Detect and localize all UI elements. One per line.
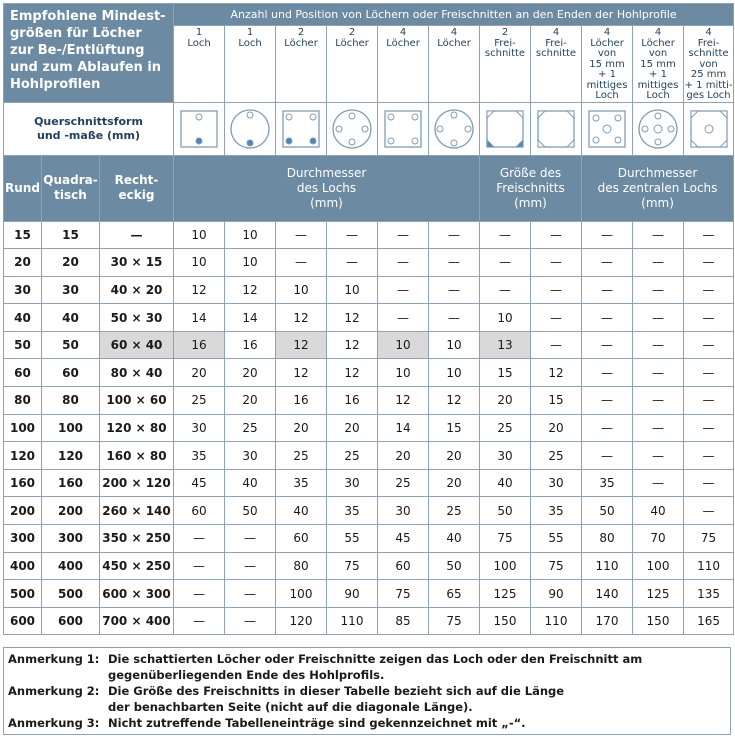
table-cell: 35 xyxy=(582,469,633,497)
table-cell: 15 xyxy=(429,414,480,442)
table-cell: — xyxy=(480,276,531,304)
table-cell: 25 xyxy=(378,469,429,497)
table-cell: 25 xyxy=(480,414,531,442)
table-cell: 12 xyxy=(327,331,378,359)
table-cell: 50 xyxy=(225,497,276,525)
quadratisch-size: 50 xyxy=(42,331,100,359)
quadratisch-size: 500 xyxy=(42,580,100,608)
table-cell: 16 xyxy=(225,331,276,359)
col-header-rechteckig: Recht- eckig xyxy=(100,155,174,221)
table-cell: 120 xyxy=(276,607,327,635)
quadratisch-size: 20 xyxy=(42,249,100,277)
table-row xyxy=(4,387,734,415)
square-four-corner-cutouts-icon xyxy=(531,102,582,155)
table-cell: 40 xyxy=(276,497,327,525)
note-text: Die schattierten Löcher oder Freischnitte zeigen das Loch oder den Freischnitt am gegenüberliegenden Ende des Hohlprofils. xyxy=(108,652,643,683)
table-cell: 30 xyxy=(378,497,429,525)
table-cell: 20 xyxy=(480,387,531,415)
table-cell: — xyxy=(633,221,684,249)
table-cell: — xyxy=(480,221,531,249)
table-cell: — xyxy=(327,221,378,249)
table-row xyxy=(4,331,734,359)
rund-size: 100 xyxy=(4,414,42,442)
table-cell: 14 xyxy=(174,304,225,332)
table-cell: 16 xyxy=(327,387,378,415)
top-header: Anzahl und Position von Löchern oder Freischnitten an den Enden der Hohlprofile xyxy=(174,4,734,26)
table-cell: — xyxy=(684,414,734,442)
table-row xyxy=(4,525,734,553)
table-cell: 75 xyxy=(378,580,429,608)
table-cell: — xyxy=(633,331,684,359)
table-cell: 75 xyxy=(684,525,734,553)
table-cell: 85 xyxy=(378,607,429,635)
table-cell: — xyxy=(633,276,684,304)
table-cell: 10 xyxy=(174,249,225,277)
table-cell: 20 xyxy=(531,414,582,442)
table-title: Empfohlene Mindest- größen für Löcher zur Be-/Entlüftung und zum Ablaufen in Hohlprofilen xyxy=(10,9,166,92)
table-cell: — xyxy=(378,249,429,277)
table-cell: — xyxy=(531,304,582,332)
table-cell: 12 xyxy=(429,387,480,415)
hole-count-label: 4 Löcher xyxy=(378,26,429,103)
table-cell: 75 xyxy=(480,525,531,553)
cross-section-subtitle: Querschnittsform und -maße (mm) xyxy=(4,102,174,155)
quadratisch-size: 600 xyxy=(42,607,100,635)
table-cell: — xyxy=(633,304,684,332)
table-cell: 35 xyxy=(174,442,225,470)
table-cell: 30 xyxy=(174,414,225,442)
table-cell: 50 xyxy=(582,497,633,525)
rund-size: 500 xyxy=(4,580,42,608)
table-cell: — xyxy=(225,607,276,635)
table-cell: 65 xyxy=(429,580,480,608)
rechteckig-size: 450 × 250 xyxy=(100,552,174,580)
table-row xyxy=(4,304,734,332)
hole-count-label: 1 Loch xyxy=(225,26,276,103)
rund-size: 50 xyxy=(4,331,42,359)
table-cell: — xyxy=(582,387,633,415)
table-cell: — xyxy=(582,331,633,359)
quadratisch-size: 40 xyxy=(42,304,100,332)
circle-four-holes-center-icon xyxy=(633,102,684,155)
table-cell: 60 xyxy=(174,497,225,525)
note-item xyxy=(8,683,726,715)
rund-size: 200 xyxy=(4,497,42,525)
table-cell: 12 xyxy=(174,276,225,304)
rund-size: 160 xyxy=(4,469,42,497)
table-cell: 125 xyxy=(633,580,684,608)
table-cell: 10 xyxy=(378,359,429,387)
rechteckig-size: 700 × 400 xyxy=(100,607,174,635)
table-cell: — xyxy=(633,414,684,442)
table-cell: — xyxy=(531,221,582,249)
table-cell: 12 xyxy=(225,276,276,304)
note-item xyxy=(8,651,726,683)
square-four-holes-center-icon xyxy=(582,102,633,155)
table-cell: — xyxy=(531,276,582,304)
table-cell: 10 xyxy=(225,249,276,277)
hole-size-table-document xyxy=(3,3,733,735)
table-cell: 10 xyxy=(276,276,327,304)
table-body xyxy=(4,221,734,635)
note-text: Die Größe des Freischnitts in dieser Tabelle bezieht sich auf die Länge der benachbarten Seite (nicht auf die diagonale Länge). xyxy=(108,684,565,715)
hole-count-label: 4 Löcher von 15 mm + 1 mittiges Loch xyxy=(582,26,633,103)
table-cell: 40 xyxy=(633,497,684,525)
table-cell: 35 xyxy=(531,497,582,525)
table-cell: — xyxy=(582,359,633,387)
table-row xyxy=(4,249,734,277)
rechteckig-size: 200 × 120 xyxy=(100,469,174,497)
table-cell: 140 xyxy=(582,580,633,608)
hole-count-label: 2 Löcher xyxy=(276,26,327,103)
table-cell: — xyxy=(684,276,734,304)
circle-four-holes-icon xyxy=(429,102,480,155)
rechteckig-size: 160 × 80 xyxy=(100,442,174,470)
table-cell: 55 xyxy=(327,525,378,553)
note-text: Nicht zutreffende Tabelleneinträge sind gekennzeichnet mit „-“. xyxy=(108,716,526,731)
rund-size: 30 xyxy=(4,276,42,304)
table-cell: 12 xyxy=(276,304,327,332)
rechteckig-size: 50 × 30 xyxy=(100,304,174,332)
table-cell: 45 xyxy=(378,525,429,553)
note-label: Anmerkung 1: xyxy=(8,652,100,667)
quadratisch-size: 200 xyxy=(42,497,100,525)
table-cell: 80 xyxy=(582,525,633,553)
rechteckig-size: 30 × 15 xyxy=(100,249,174,277)
table-cell: 150 xyxy=(633,607,684,635)
table-cell: — xyxy=(582,414,633,442)
table-cell: 13 xyxy=(480,331,531,359)
table-cell: — xyxy=(225,580,276,608)
rund-size: 15 xyxy=(4,221,42,249)
table-cell: — xyxy=(684,304,734,332)
table-row xyxy=(4,359,734,387)
table-cell: 20 xyxy=(225,359,276,387)
rund-size: 120 xyxy=(4,442,42,470)
table-cell: — xyxy=(276,249,327,277)
hole-count-label: 4 Löcher xyxy=(429,26,480,103)
table-cell: 10 xyxy=(378,331,429,359)
table-cell: 25 xyxy=(276,442,327,470)
table-cell: 10 xyxy=(429,359,480,387)
table-cell: 40 xyxy=(480,469,531,497)
quadratisch-size: 15 xyxy=(42,221,100,249)
table-cell: 12 xyxy=(327,304,378,332)
table-row xyxy=(4,276,734,304)
table-title-cell xyxy=(4,4,174,103)
table-row xyxy=(4,580,734,608)
table-cell: — xyxy=(582,249,633,277)
table-cell: — xyxy=(633,442,684,470)
table-cell: — xyxy=(684,359,734,387)
table-cell: 50 xyxy=(480,497,531,525)
table-cell: 30 xyxy=(480,442,531,470)
table-cell: 20 xyxy=(378,442,429,470)
table-cell: — xyxy=(225,552,276,580)
table-cell: — xyxy=(633,249,684,277)
rechteckig-size: 260 × 140 xyxy=(100,497,174,525)
table-cell: — xyxy=(633,387,684,415)
table-row xyxy=(4,607,734,635)
table-cell: 30 xyxy=(531,469,582,497)
quadratisch-size: 80 xyxy=(42,387,100,415)
table-cell: 40 xyxy=(429,525,480,553)
group-header-durchmesser-zentral: Durchmesser des zentralen Lochs (mm) xyxy=(582,155,734,221)
table-cell: 35 xyxy=(327,497,378,525)
table-cell: — xyxy=(582,442,633,470)
table-cell: — xyxy=(684,387,734,415)
quadratisch-size: 30 xyxy=(42,276,100,304)
hole-count-label: 2 Löcher xyxy=(327,26,378,103)
note-label: Anmerkung 3: xyxy=(8,716,100,731)
square-four-corner-holes-icon xyxy=(378,102,429,155)
quadratisch-size: 400 xyxy=(42,552,100,580)
table-cell: 20 xyxy=(429,469,480,497)
table-cell: — xyxy=(531,249,582,277)
table-cell: 12 xyxy=(276,359,327,387)
table-cell: — xyxy=(633,359,684,387)
hole-count-label: 4 Frei- schnitte xyxy=(531,26,582,103)
table-cell: 100 xyxy=(276,580,327,608)
rund-size: 300 xyxy=(4,525,42,553)
table-row xyxy=(4,497,734,525)
square-one-corner-hole-icon xyxy=(174,102,225,155)
table-cell: 10 xyxy=(480,304,531,332)
table-cell: 125 xyxy=(480,580,531,608)
table-cell: 75 xyxy=(429,607,480,635)
table-cell: 12 xyxy=(327,359,378,387)
group-header-durchmesser-loch: Durchmesser des Lochs (mm) xyxy=(174,155,480,221)
table-cell: 35 xyxy=(276,469,327,497)
rechteckig-size: 600 × 300 xyxy=(100,580,174,608)
table-cell: 90 xyxy=(327,580,378,608)
table-cell: 90 xyxy=(531,580,582,608)
table-cell: 16 xyxy=(276,387,327,415)
table-cell: 110 xyxy=(684,552,734,580)
table-cell: — xyxy=(480,249,531,277)
col-header-quadratisch: Quadra- tisch xyxy=(42,155,100,221)
table-cell: 110 xyxy=(531,607,582,635)
table-cell: — xyxy=(429,276,480,304)
table-row xyxy=(4,469,734,497)
rechteckig-size: 80 × 40 xyxy=(100,359,174,387)
table-cell: — xyxy=(633,469,684,497)
table-cell: — xyxy=(378,276,429,304)
table-cell: 170 xyxy=(582,607,633,635)
rund-size: 40 xyxy=(4,304,42,332)
table-cell: 80 xyxy=(276,552,327,580)
table-cell: 25 xyxy=(174,387,225,415)
table-cell: 25 xyxy=(429,497,480,525)
square-two-corner-cutouts-icon xyxy=(480,102,531,155)
table-cell: 14 xyxy=(378,414,429,442)
table-cell: 12 xyxy=(531,359,582,387)
table-cell: — xyxy=(174,607,225,635)
table-cell: 10 xyxy=(429,331,480,359)
square-four-cutouts-center-icon xyxy=(684,102,734,155)
table-cell: — xyxy=(429,221,480,249)
table-cell: 10 xyxy=(174,221,225,249)
col-header-rund: Rund xyxy=(4,155,42,221)
table-cell: — xyxy=(429,304,480,332)
table-row xyxy=(4,552,734,580)
hole-size-table xyxy=(3,3,734,635)
hole-count-label: 1 Loch xyxy=(174,26,225,103)
table-cell: — xyxy=(225,525,276,553)
table-row xyxy=(4,414,734,442)
table-cell: — xyxy=(684,221,734,249)
table-cell: 12 xyxy=(378,387,429,415)
table-cell: 100 xyxy=(480,552,531,580)
quadratisch-size: 60 xyxy=(42,359,100,387)
table-cell: — xyxy=(684,469,734,497)
table-cell: 165 xyxy=(684,607,734,635)
table-cell: 75 xyxy=(531,552,582,580)
table-cell: — xyxy=(276,221,327,249)
rund-size: 600 xyxy=(4,607,42,635)
square-two-corner-holes-icon xyxy=(276,102,327,155)
quadratisch-size: 120 xyxy=(42,442,100,470)
table-cell: 60 xyxy=(276,525,327,553)
table-cell: 20 xyxy=(327,414,378,442)
quadratisch-size: 300 xyxy=(42,525,100,553)
table-cell: 20 xyxy=(174,359,225,387)
table-cell: 70 xyxy=(633,525,684,553)
table-cell: 20 xyxy=(276,414,327,442)
table-cell: 50 xyxy=(429,552,480,580)
table-cell: 135 xyxy=(684,580,734,608)
table-cell: — xyxy=(684,331,734,359)
table-row xyxy=(4,221,734,249)
table-cell: 15 xyxy=(531,387,582,415)
table-cell: 10 xyxy=(327,276,378,304)
table-cell: — xyxy=(174,552,225,580)
table-cell: 110 xyxy=(582,552,633,580)
table-cell: 55 xyxy=(531,525,582,553)
table-cell: — xyxy=(684,249,734,277)
rechteckig-size: 350 × 250 xyxy=(100,525,174,553)
table-cell: — xyxy=(684,497,734,525)
table-cell: 14 xyxy=(225,304,276,332)
table-cell: 10 xyxy=(225,221,276,249)
circle-two-holes-icon xyxy=(327,102,378,155)
table-cell: 150 xyxy=(480,607,531,635)
table-cell: 16 xyxy=(174,331,225,359)
rund-size: 60 xyxy=(4,359,42,387)
table-cell: 110 xyxy=(327,607,378,635)
table-cell: 20 xyxy=(225,387,276,415)
table-cell: — xyxy=(531,331,582,359)
hole-count-label: 4 Frei- schnitte von 25 mm + 1 mitti- ges Loch xyxy=(684,27,733,101)
table-cell: 20 xyxy=(429,442,480,470)
table-cell: 25 xyxy=(327,442,378,470)
rechteckig-size: 120 × 80 xyxy=(100,414,174,442)
rechteckig-size: 40 × 20 xyxy=(100,276,174,304)
notes-box xyxy=(3,647,731,735)
table-cell: 25 xyxy=(225,414,276,442)
rund-size: 80 xyxy=(4,387,42,415)
table-cell: — xyxy=(174,525,225,553)
table-cell: 12 xyxy=(276,331,327,359)
table-cell: 45 xyxy=(174,469,225,497)
table-cell: 100 xyxy=(633,552,684,580)
table-cell: 40 xyxy=(225,469,276,497)
group-header-groesse-freischnitt: Größe des Freischnitts (mm) xyxy=(480,155,582,221)
table-cell: 30 xyxy=(327,469,378,497)
hole-count-label: 4 Löcher von 15 mm + 1 mittiges Loch xyxy=(633,26,684,103)
note-label: Anmerkung 2: xyxy=(8,684,100,699)
table-cell: 60 xyxy=(378,552,429,580)
rechteckig-size: 60 × 40 xyxy=(100,331,174,359)
table-cell: 75 xyxy=(327,552,378,580)
rechteckig-size: 100 × 60 xyxy=(100,387,174,415)
table-cell: — xyxy=(327,249,378,277)
table-cell: — xyxy=(582,276,633,304)
table-cell: — xyxy=(582,221,633,249)
quadratisch-size: 160 xyxy=(42,469,100,497)
rund-size: 20 xyxy=(4,249,42,277)
rechteckig-size: — xyxy=(100,221,174,249)
table-cell: — xyxy=(174,580,225,608)
hole-count-label: 2 Frei- schnitte xyxy=(480,26,531,103)
table-cell: — xyxy=(378,221,429,249)
note-item xyxy=(8,715,726,731)
table-cell: — xyxy=(582,304,633,332)
table-row xyxy=(4,442,734,470)
circle-one-hole-icon xyxy=(225,102,276,155)
table-cell: 15 xyxy=(480,359,531,387)
rund-size: 400 xyxy=(4,552,42,580)
table-cell: 30 xyxy=(225,442,276,470)
table-cell: — xyxy=(429,249,480,277)
quadratisch-size: 100 xyxy=(42,414,100,442)
table-cell: — xyxy=(378,304,429,332)
table-cell: 25 xyxy=(531,442,582,470)
table-cell: — xyxy=(684,442,734,470)
